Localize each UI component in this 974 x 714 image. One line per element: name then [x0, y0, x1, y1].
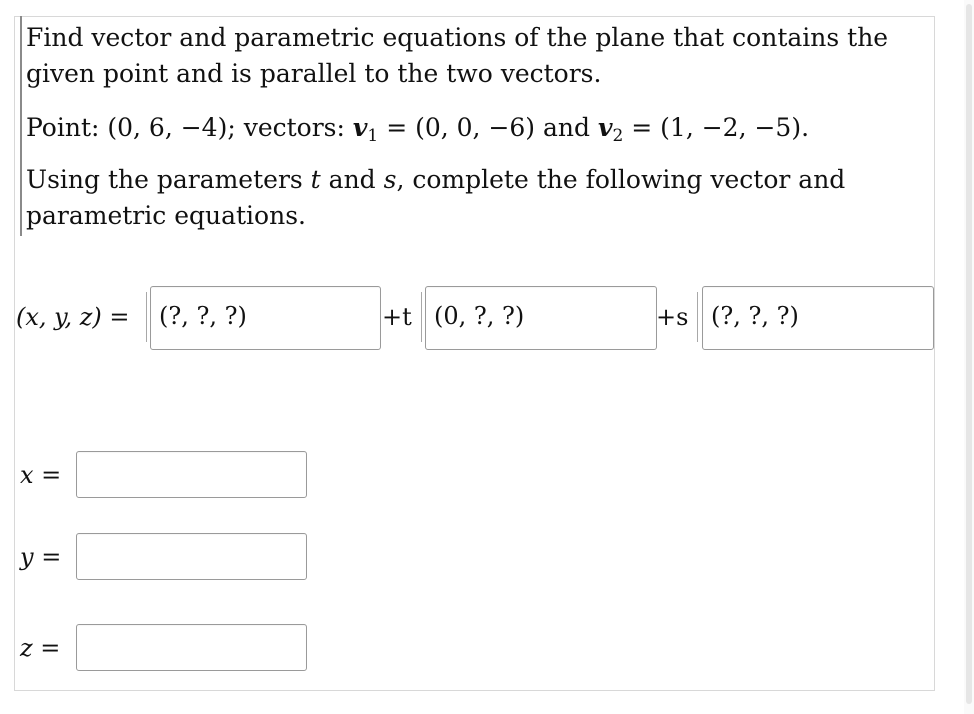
- instr-line-2: parametric equations.: [26, 201, 306, 230]
- given-data: [26, 110, 809, 146]
- problem-line-2: given point and is parallel to the two vectors.: [26, 59, 602, 88]
- separator-tick: [421, 292, 422, 342]
- instructions: [26, 162, 845, 234]
- direction1-answer-value: (0, ?, ?): [434, 302, 525, 330]
- separator-tick: [146, 292, 147, 342]
- param-t: t: [310, 165, 321, 194]
- vectors-label: ; vectors:: [227, 113, 353, 142]
- instr-part-b: , complete the following vector and: [396, 165, 846, 194]
- v2-subscript: 2: [612, 126, 624, 146]
- v2-symbol: v: [597, 113, 613, 142]
- scrollbar-thumb[interactable]: [966, 4, 972, 704]
- and-word: and: [535, 113, 598, 142]
- vector-lhs: (x, y, z) =: [16, 303, 130, 331]
- problem-line-1: Find vector and parametric equations of the plane that contains the: [26, 23, 889, 52]
- t-term-label: +t: [382, 303, 412, 331]
- v1-value: = (0, 0, −6): [378, 113, 536, 142]
- direction1-answer-box[interactable]: [425, 286, 657, 350]
- instr-and: and: [320, 165, 384, 194]
- point-value: (0, 6, −4): [107, 113, 228, 142]
- vector-equation-row: [0, 283, 974, 351]
- separator-tick: [697, 292, 698, 342]
- x-equation-label: x =: [20, 461, 62, 489]
- v2-value: = (1, −2, −5).: [623, 113, 810, 142]
- z-equation-label: z =: [20, 634, 61, 662]
- y-answer-input[interactable]: [76, 533, 307, 580]
- z-answer-input[interactable]: [76, 624, 307, 671]
- s-term-label: +s: [656, 303, 689, 331]
- point-answer-box[interactable]: [150, 286, 381, 350]
- y-equation-label: y =: [20, 543, 62, 571]
- direction2-answer-box[interactable]: [702, 286, 934, 350]
- direction2-answer-value: (?, ?, ?): [711, 302, 799, 330]
- problem-statement: [26, 20, 888, 92]
- v1-symbol: v: [352, 113, 368, 142]
- x-answer-input[interactable]: [76, 451, 307, 498]
- vertical-scrollbar[interactable]: [964, 0, 974, 714]
- instr-part-a: Using the parameters: [26, 165, 311, 194]
- point-label: Point:: [26, 113, 108, 142]
- v1-subscript: 1: [367, 126, 379, 146]
- point-answer-value: (?, ?, ?): [159, 302, 247, 330]
- left-divider: [20, 16, 22, 236]
- param-s: s: [383, 165, 397, 194]
